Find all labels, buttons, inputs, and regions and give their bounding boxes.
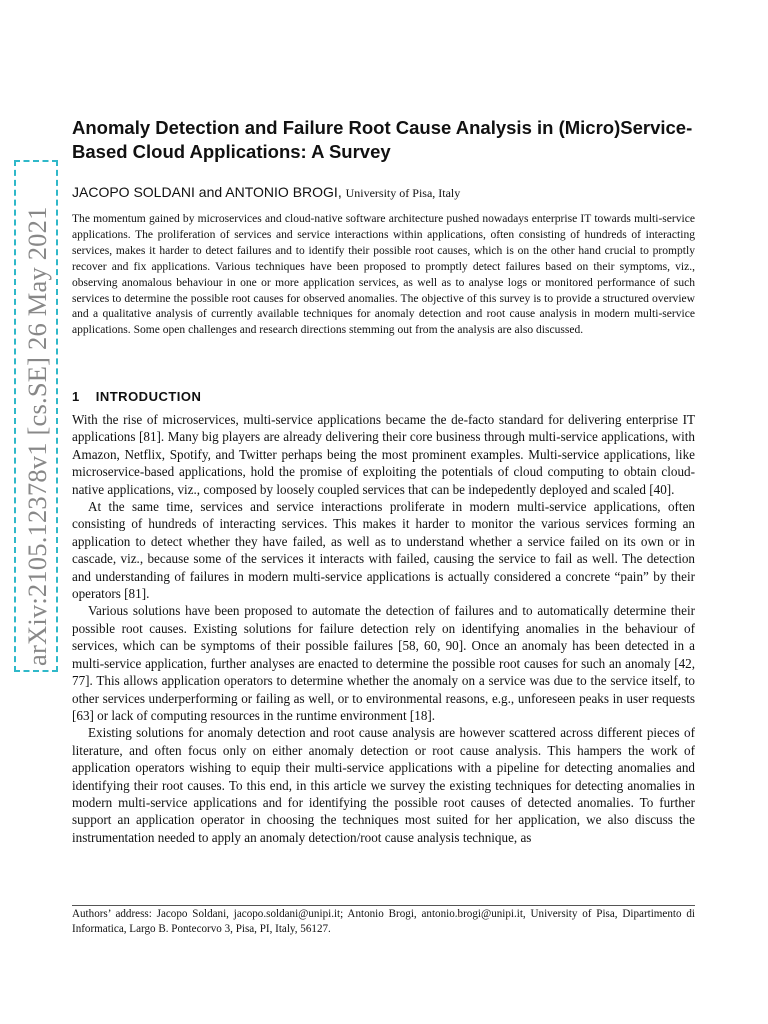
author-line <box>72 184 460 201</box>
body-paragraph: At the same time, services and service interactions proliferate in modern multi-service applications, often consisting of hundreds of interacting services. This makes it harder to monitor the various services forming an application to detect whether they have failed, as well as to understand whether a service failed on its own or in cascade, viz., because some of the services it interacts with failed, causing the service to fail as well. The detection and understanding of failures in modern multi-service applications is actually considered a concrete “pain” by their operators [81]. <box>72 499 695 602</box>
section-title: INTRODUCTION <box>95 389 202 404</box>
body-paragraph: Existing solutions for anomaly detection and root cause analysis are however scattered across different pieces of literature, and often focus only on either anomaly detection or root cause analysis. This hampers the work of application operators wishing to equip their multi-service applications with a pipeline for detecting anomalies and identifying their root causes. To this end, in this article we survey the existing techniques for detecting anomalies in modern multi-service applications and for identifying the possible root causes of detected anomalies. To further support an application operator in choosing the techniques most suited for her application, we also discuss the instrumentation needed to apply an anomaly detection/root cause analysis technique, as <box>72 725 695 845</box>
section-number: 1 <box>72 389 80 404</box>
footnote-rule <box>72 905 695 906</box>
footnote-authors-address: Authors’ address: Jacopo Soldani, jacopo.soldani@unipi.it; Antonio Brogi, antonio.brogi@unipi.it, University of Pisa, Dipartimento di Informatica, Largo B. Pontecorvo 3, Pisa, PI, Italy, 56127. <box>72 908 695 936</box>
arxiv-stamp[interactable]: arXiv:2105.12378v1 [cs.SE] 26 May 2021 <box>22 206 52 666</box>
author-affiliation: University of Pisa, Italy <box>345 186 461 200</box>
body-paragraph: With the rise of microservices, multi-service applications became the de-facto standard for delivering enterprise IT applications [81]. Many big players are already delivering their core business through multi-service applications, with Amazon, Netflix, Spotify, and Twitter perhaps being the most prominent examples. Multi-service applications, like microservice-based applications, hold the promise of exploiting the potentials of cloud computing to obtain cloud-native applications, viz., composed by loosely coupled services that can be indepedently deployed and scaled [40]. <box>72 412 695 497</box>
section-body <box>72 411 695 846</box>
section-heading <box>72 389 201 404</box>
author-names: JACOPO SOLDANI and ANTONIO BROGI, <box>72 184 342 200</box>
paper-title: Anomaly Detection and Failure Root Cause Analysis in (Micro)Service-Based Cloud Applications: A Survey <box>72 117 693 162</box>
body-paragraph: Various solutions have been proposed to automate the detection of failures and to automatically determine their possible root causes. Existing solutions for failure detection rely on identifying anomalies in the behaviour of services, which can be symptoms of their possible failures [58, 60, 90]. Once an anomaly has been detected in a multi-service application, further analyses are enacted to determine the possible root causes for such an anomaly [42, 77]. This allows application operators to determine whether the anomaly on a service was due to the service itself, to other services underperforming or failing as well, or to environmental reasons, e.g., unforeseen peaks in user requests [63] or lack of computing resources in the runtime environment [18]. <box>72 603 695 723</box>
abstract: The momentum gained by microservices and cloud-native software architecture pushed nowadays enterprise IT towards multi-service applications. The proliferation of services and service interactions within applications, often consisting of hundreds of interacting services, makes it harder to detect failures and to identify their possible root causes, which is on the other hand crucial to promptly recover and fix applications. Various techniques have been proposed to promptly detect failures based on their symptoms, viz., observing anomalous behaviour in one or more application services, as well as to analyse logs or monitored performance of such services to determine the possible root causes for observed anomalies. The objective of this survey is to provide a structured overview and a qualitative analysis of currently available techniques for anomaly detection and root cause analysis in modern multi-service applications. Some open challenges and research directions stemming out from the analysis are also discussed. <box>72 213 695 337</box>
